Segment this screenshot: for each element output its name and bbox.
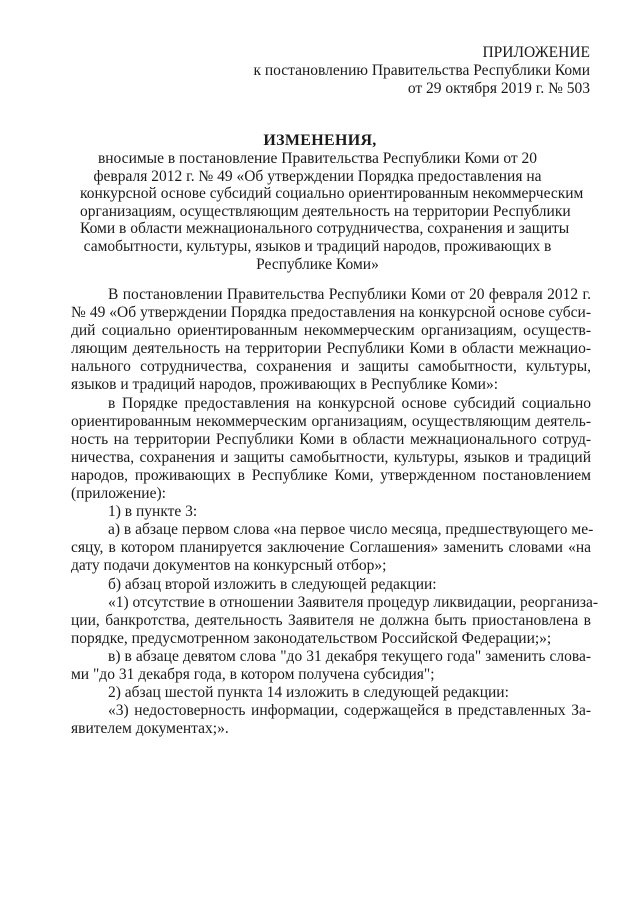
document-title: ИЗМЕНЕНИЯ, [263,132,377,149]
body-line: 2) абзац шестой пункта 14 изложить в следующей редакции: [108,684,509,702]
body-line: ми "до 31 декабря года, в котором получена субсидия"; [71,665,435,683]
body-line: в Порядке предоставления на конкурсной основе субсидий социально [108,394,591,412]
body-line: ции, банкротства, деятельность Заявителя не должна быть приостановлена в [71,611,591,629]
body-line: сяцу, в котором планируется заключение Соглашения» заменить словами «на [71,539,591,557]
body-line: в) в абзаце девятом слова "до 31 декабря текущего года" заменить слова- [108,647,591,665]
body-line: (приложение): [71,485,166,503]
document-subtitle [80,150,584,273]
appendix-label: ПРИЛОЖЕНИЕ [482,44,590,61]
subtitle-line: организациям, осуществляющим деятельность на территории Республики [80,202,571,220]
appendix-header [253,44,590,98]
appendix-resolution: к постановлению Правительства Республики Коми [253,62,590,79]
body-line: ничества, сохранения и защиты самобытности, культуры, языков и традиций [71,448,591,466]
body-line: ляющим деятельность на территории Республики Коми в области межнацио- [71,340,591,358]
appendix-date: от 29 октября 2019 г. № 503 [407,80,590,97]
subtitle-line: февраля 2012 г. № 49 «Об утверждении Порядка предоставления на [93,167,542,185]
body-line: б) абзац второй изложить в следующей редакции: [108,575,437,593]
body-line: а) в абзаце первом слова «на первое число месяца, предшествующего ме- [108,521,594,539]
body-line: «3) недостоверность информации, содержащейся в представленных За- [108,702,591,720]
body-line: ориентированным некоммерческим организациям, осуществляющим деятель- [71,412,591,430]
body-line: дий социально ориентированным некоммерческим организациям, осуществ- [71,322,591,340]
body-line: порядке, предусмотренном законодательством Российской Федерации;»; [71,629,552,647]
subtitle-line: Коми в области межнационального сотрудничества, сохранения и защиты [80,220,570,238]
body-line: дату подачи документов на конкурсный отбор»; [71,557,387,575]
body-line: ность на территории Республики Коми в области межнационального сотруд- [71,430,591,448]
body-line: «1) отсутствие в отношении Заявителя процедур ликвидации, реорганиза- [108,593,599,611]
subtitle-line: вносимые в постановление Правительства Республики Коми от 20 [97,150,538,167]
body-line: нального сотрудничества, сохранения и защиты самобытности, культуры, [71,358,591,376]
body-line: языков и традиций народов, проживающих в Республике Коми»: [71,376,499,394]
body-line: В постановлении Правительства Республики Коми от 20 февраля 2012 г. [108,286,591,303]
body-line: 1) в пункте 3: [108,503,198,521]
body-line: народов, проживающих в Республике Коми, утвержденном постановлением [71,466,591,484]
subtitle-line: конкурсной основе субсидий социально ориентированным некоммерческим [80,185,584,203]
subtitle-line: Республике Коми» [256,255,379,273]
body-line: № 49 «Об утверждении Порядка предоставления на конкурсной основе субси- [71,304,591,322]
document-body [71,286,599,738]
body-line: явителем документах;». [71,720,229,738]
subtitle-line: самобытности, культуры, языков и традиций народов, проживающих в [83,237,552,255]
